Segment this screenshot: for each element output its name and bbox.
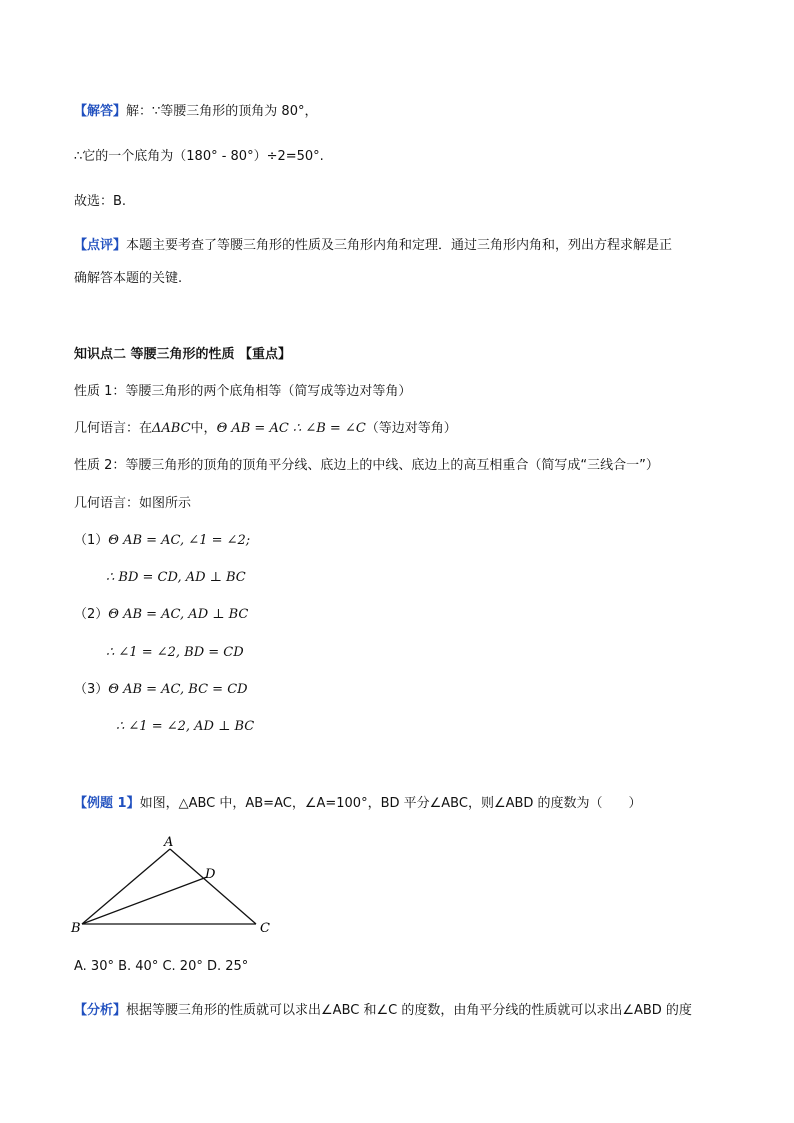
geometry-language-1: 几何语言：在ΔABC中，Θ AB = AC ∴ ∠B = ∠C（等边对等角）: [74, 421, 457, 436]
comment-line-1: 【点评】本题主要考查了等腰三角形的性质及三角形内角和定理．通过三角形内角和，列出方程求解是正: [74, 238, 673, 253]
case-2-given: （2）Θ AB = AC, AD ⊥ BC: [74, 607, 249, 622]
example-1-options: A. 30° B. 40° C. 20° D. 25°: [74, 959, 249, 974]
label-a: A: [164, 835, 174, 850]
case-3-conclusion: ∴ ∠1 = ∠2, AD ⊥ BC: [116, 719, 255, 734]
analysis-tag: 【分析】: [74, 1003, 127, 1018]
section-title: 知识点二 等腰三角形的性质 【重点】: [74, 347, 292, 362]
answer-line-2: ∴它的一个底角为（180° - 80°）÷2=50°.: [74, 149, 324, 164]
property-2: 性质 2：等腰三角形的顶角的顶角平分线、底边上的中线、底边上的高互相重合（简写成“三线合一”）: [74, 458, 659, 473]
comment-tag: 【点评】: [74, 238, 127, 253]
case-1-given: （1）Θ AB = AC, ∠1 = ∠2;: [74, 533, 251, 548]
segment-bd: [82, 877, 207, 924]
answer-tag: 【解答】: [74, 104, 127, 119]
segment-ab: [82, 849, 170, 924]
case-2-conclusion: ∴ ∠1 = ∠2, BD = CD: [106, 645, 244, 660]
comment-line-2: 确解答本题的关键.: [74, 271, 183, 286]
label-c: C: [260, 921, 270, 936]
label-d: D: [205, 867, 216, 882]
answer-line-3: 故选：B.: [74, 194, 127, 209]
example-1-question: 【例题 1】如图，△ABC 中，AB=AC，∠A=100°，BD 平分∠ABC，则∠ABD 的度数为（ ）: [74, 796, 642, 811]
property-1: 性质 1：等腰三角形的两个底角相等（简写成等边对等角）: [74, 384, 412, 399]
case-1-conclusion: ∴ BD = CD, AD ⊥ BC: [106, 570, 246, 585]
label-b: B: [71, 921, 81, 936]
answer-line-1: 【解答】解：∵等腰三角形的顶角为 80°，: [74, 104, 318, 119]
analysis-line: 【分析】根据等腰三角形的性质就可以求出∠ABC 和∠C 的度数，由角平分线的性质就可以求出∠ABD 的度: [74, 1003, 692, 1018]
geometry-language-2: 几何语言：如图所示: [74, 496, 192, 511]
example-tag: 【例题 1】: [74, 796, 140, 811]
case-3-given: （3）Θ AB = AC, BC = CD: [74, 682, 248, 697]
triangle-figure: [60, 832, 290, 942]
